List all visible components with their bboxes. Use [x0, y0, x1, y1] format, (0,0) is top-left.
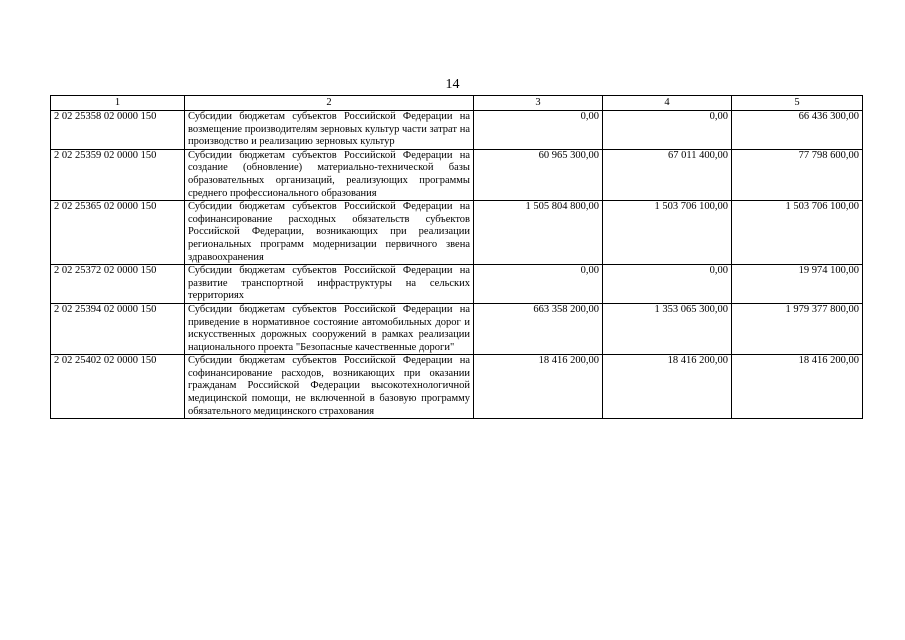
- budget-code-cell: 2 02 25394 02 0000 150: [51, 303, 185, 354]
- description-cell: Субсидии бюджетам субъектов Российской Федерации на развитие транспортной инфраструктуры на сельских территориях: [185, 265, 474, 304]
- budget-code-cell: 2 02 25372 02 0000 150: [51, 265, 185, 304]
- amount-col4-cell: 67 011 400,00: [603, 149, 732, 200]
- budget-code-cell: 2 02 25365 02 0000 150: [51, 201, 185, 265]
- amount-col4-cell: 0,00: [603, 111, 732, 150]
- budget-code-cell: 2 02 25358 02 0000 150: [51, 111, 185, 150]
- table-row: [51, 303, 863, 354]
- table-row: [51, 265, 863, 304]
- amount-col3-cell: 60 965 300,00: [474, 149, 603, 200]
- table-row: [51, 201, 863, 265]
- budget-revenue-table: [50, 95, 863, 419]
- amount-col5-cell: 1 979 377 800,00: [732, 303, 863, 354]
- amount-col3-cell: 0,00: [474, 265, 603, 304]
- column-header-4: 4: [603, 96, 732, 111]
- budget-code-cell: 2 02 25402 02 0000 150: [51, 355, 185, 419]
- amount-col4-cell: 1 503 706 100,00: [603, 201, 732, 265]
- column-header-2: 2: [185, 96, 474, 111]
- description-cell: Субсидии бюджетам субъектов Российской Федерации на создание (обновление) материально-технической базы образовательных организаций, реализующих программы среднего профессионального образования: [185, 149, 474, 200]
- table-row: [51, 149, 863, 200]
- amount-col5-cell: 66 436 300,00: [732, 111, 863, 150]
- amount-col4-cell: 18 416 200,00: [603, 355, 732, 419]
- amount-col5-cell: 19 974 100,00: [732, 265, 863, 304]
- amount-col3-cell: 663 358 200,00: [474, 303, 603, 354]
- description-cell: Субсидии бюджетам субъектов Российской Федерации на возмещение производителям зерновых культур части затрат на производство и реализацию зерновых культур: [185, 111, 474, 150]
- page-number: 14: [445, 77, 460, 92]
- amount-col3-cell: 18 416 200,00: [474, 355, 603, 419]
- column-header-1: 1: [51, 96, 185, 111]
- amount-col5-cell: 18 416 200,00: [732, 355, 863, 419]
- column-header-5: 5: [732, 96, 863, 111]
- table-row: [51, 111, 863, 150]
- amount-col4-cell: 0,00: [603, 265, 732, 304]
- amount-col4-cell: 1 353 065 300,00: [603, 303, 732, 354]
- amount-col3-cell: 0,00: [474, 111, 603, 150]
- description-cell: Субсидии бюджетам субъектов Российской Федерации на софинансирование расходных обязательств субъектов Российской Федерации, возникающих при реализации региональных программ модернизации первичного звена здравоохранения: [185, 201, 474, 265]
- description-cell: Субсидии бюджетам субъектов Российской Федерации на софинансирование расходов, возникающих при оказании гражданам Российской Федерации высокотехнологичной медицинской помощи, не включенной в базовую программу обязательного медицинского страхования: [185, 355, 474, 419]
- table-row: [51, 355, 863, 419]
- amount-col5-cell: 1 503 706 100,00: [732, 201, 863, 265]
- description-cell: Субсидии бюджетам субъектов Российской Федерации на приведение в нормативное состояние автомобильных дорог и искусственных дорожных сооружений в рамках реализации национального проекта "Безопасные качественные дороги": [185, 303, 474, 354]
- budget-code-cell: 2 02 25359 02 0000 150: [51, 149, 185, 200]
- amount-col5-cell: 77 798 600,00: [732, 149, 863, 200]
- column-header-3: 3: [474, 96, 603, 111]
- amount-col3-cell: 1 505 804 800,00: [474, 201, 603, 265]
- table-header-row: [51, 96, 863, 111]
